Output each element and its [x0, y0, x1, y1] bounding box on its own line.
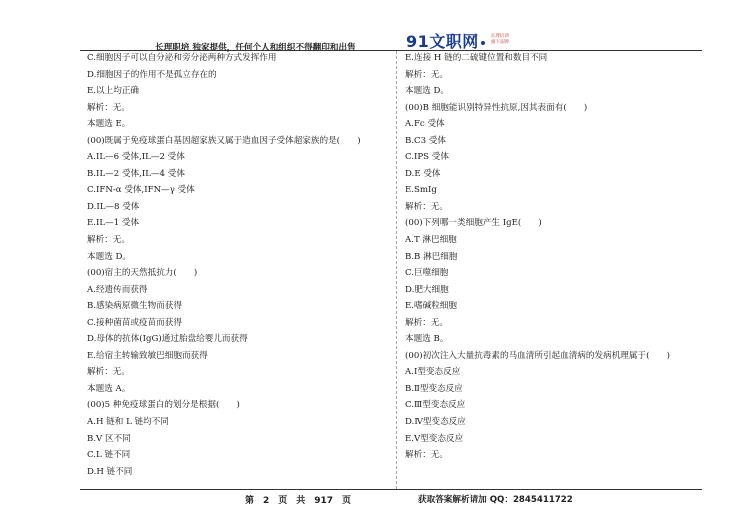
- answer-option: A.Fc 受体: [405, 119, 445, 130]
- logo-tagline-line-1: 长理培训: [490, 34, 509, 39]
- answer-option: E.Ⅴ型变态反应: [405, 433, 464, 444]
- text-line: 本题选 E。: [87, 119, 131, 130]
- text-line: C.细胞因子可以自分泌和旁分泌两种方式发挥作用: [87, 53, 277, 63]
- column-divider: [396, 51, 397, 489]
- header-notice: 长理职培 独家提供，任何个人和组织不得翻印和出售: [155, 43, 356, 53]
- page-number: 第 2 页 共 917 页: [245, 496, 352, 506]
- answer-option: C.L 链不同: [87, 450, 131, 461]
- answer-option: C.接种菌苗或疫苗而获得: [87, 317, 182, 328]
- answer-option: A.Ⅰ型变态反应: [405, 367, 461, 378]
- answer-option: C.巨噬细胞: [405, 268, 449, 279]
- answer-key: 本题选 D。: [405, 86, 449, 97]
- answer-option: E.IL—1 受体: [87, 218, 140, 229]
- answer-option: B.C3 受体: [405, 135, 447, 146]
- footer-contact: 获取答案解析请加 QQ：2845411722: [418, 495, 573, 505]
- answer-key: 本题选 D。: [87, 251, 131, 262]
- answer-option: E.给宿主转输致敏巴细胞而获得: [87, 350, 208, 361]
- logo-tagline-line-2: 旗下品牌: [490, 40, 509, 45]
- answer-key: 本题选 B。: [405, 334, 449, 345]
- text-line: E.以上均正确: [87, 86, 139, 97]
- answer-option: E.连接 H 链的二硫键位置和数目不同: [405, 53, 548, 63]
- answer-option: B.V 区不同: [87, 433, 131, 444]
- question-stem: (00)既属于免疫球蛋白基因超家族又属于造血因子受体超家族的是( ): [87, 135, 361, 146]
- footer-rule: [80, 489, 702, 490]
- question-stem: (00)下列哪一类细胞产生 IgE( ): [405, 218, 542, 229]
- question-stem: (00)初次注入大量抗毒素的马血清所引起血清病的发病机理属于( ): [405, 350, 670, 361]
- explanation: 解析：无。: [87, 367, 130, 378]
- answer-key: 本题选 A。: [87, 383, 131, 394]
- explanation: 解析：无。: [405, 69, 448, 80]
- right-column: [405, 50, 705, 464]
- explanation: 解析：无。: [405, 317, 448, 328]
- answer-option: E.SmIg: [405, 185, 437, 196]
- question-stem: (00)5 种免疫球蛋白的划分是根据( ): [87, 400, 240, 411]
- answer-option: D.E 受体: [405, 168, 441, 179]
- site-logo: [406, 30, 509, 50]
- explanation: 解析：无。: [87, 235, 130, 246]
- answer-option: B.IL—2 受体,IL—4 受体: [87, 168, 185, 179]
- left-column: [87, 50, 387, 480]
- answer-option: A.T 淋巴细胞: [405, 235, 457, 246]
- answer-option: A.经遗传而获得: [87, 284, 148, 295]
- answer-option: E.嗜碱粒细胞: [405, 301, 457, 312]
- answer-option: B.Ⅱ型变态反应: [405, 383, 463, 394]
- answer-option: D.Ⅳ型变态反应: [405, 417, 466, 428]
- text-line: 解析：无。: [87, 102, 130, 113]
- answer-option: D.IL—8 受体: [87, 201, 140, 212]
- logo-tagline: [491, 34, 509, 46]
- question-stem: (00)B 细胞能识别特异性抗原,因其表面有( ): [405, 102, 588, 113]
- logo-dot-icon: [481, 41, 485, 45]
- answer-option: C.IFN-α 受体,IFN—γ 受体: [87, 185, 195, 196]
- answer-option: B.感染病原微生物而获得: [87, 301, 182, 312]
- answer-option: B.B 淋巴细胞: [405, 251, 458, 262]
- text-line: D.细胞因子的作用不是孤立存在的: [87, 69, 217, 80]
- answer-option: A.IL—6 受体,IL—2 受体: [87, 152, 185, 163]
- question-stem: (00)宿主的天然抵抗力( ): [87, 268, 198, 279]
- answer-option: D.肥大细胞: [405, 284, 449, 295]
- answer-option: A.H 链和 L 链均不同: [87, 417, 169, 428]
- explanation: 解析：无。: [405, 201, 448, 212]
- explanation: 解析：无。: [405, 450, 448, 461]
- answer-option: D.H 链不同: [87, 466, 133, 477]
- logo-wordmark: 91文职网: [406, 31, 479, 51]
- answer-option: D.母体的抗体(IgG)通过胎盘给婴儿而获得: [87, 334, 248, 345]
- answer-option: C.Ⅲ型变态反应: [405, 400, 466, 411]
- answer-option: C.IPS 受体: [405, 152, 449, 163]
